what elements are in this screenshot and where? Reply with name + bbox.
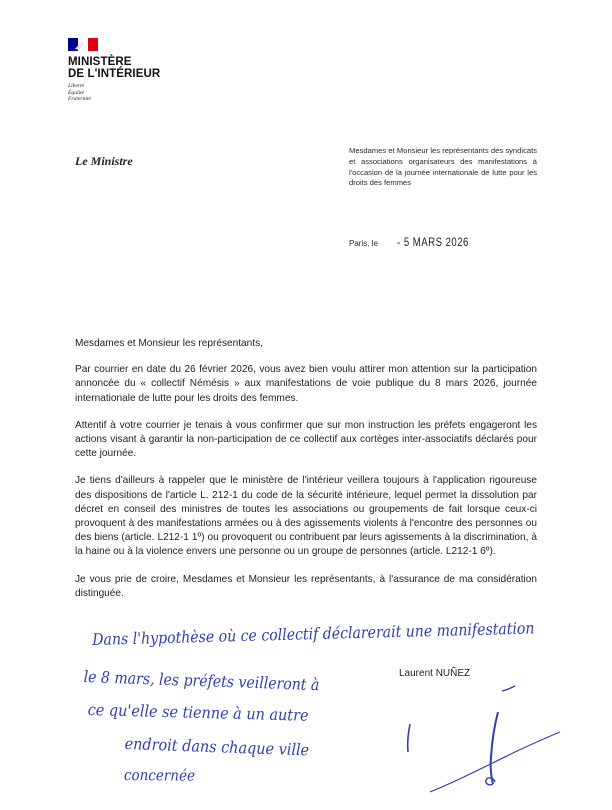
paragraph-1: Par courrier en date du 26 février 2026, vous avez bien voulu attirer mon attention sur la participation annoncée du « collectif Némésis » aux manifestations de voie publique du 8 mars 2026, journée internationale de lutte pour les droits des femmes. [75,364,537,404]
paragraph-3: Je tiens d'ailleurs à rappeler que le ministère de l'intérieur veillera toujours à l'application rigoureuse des dispositions de l'article L. 212-1 du code de la sécurité intérieure, lequel permet la dissolution par décret en conseil des ministres de toutes les associations ou groupements de fait lorsque ceux-ci provoquent à des manifestations armées ou à des agissements violents à l'encontre des personnes ou des biens (article. L212-1 1º) ou provoquent ou contribuent par leurs agissements à la discrimination, à la haine ou à la violence envers une personne ou un groupe de personnes (article. L212-1 6º). [75,475,537,558]
sender-label: Le Ministre [75,154,133,168]
ministry-line-1: MINISTÈRE [68,56,132,68]
letter-body [75,337,537,601]
motto-liberte: Liberté [68,83,85,89]
place-label: Paris, le [349,239,378,248]
ministry-name [68,56,160,80]
recipient-address: Mesdames et Monsieur les représentants des syndicats et associations organisateurs des manifestations à l'occasion de la journée internationale de lutte pour les droits des femmes [349,146,537,188]
handwritten-note-line-1: Dans l'hypothèse où ce collectif déclarerait une manifestation [92,618,535,649]
ministry-line-2: DE L'INTÉRIEUR [68,68,161,80]
motto-fraternite: Fraternité [68,96,91,102]
salutation: Mesdames et Monsieur les représentants, [75,338,263,349]
signatory-name: Laurent NUÑEZ [399,668,471,679]
handwritten-note-line-2: le 8 mars, les préfets veilleront à [83,667,320,695]
republic-motto [68,83,91,103]
republique-francaise-flag-icon [68,38,98,51]
motto-egalite: Égalité [68,89,85,96]
handwritten-note-line-4: endroit dans chaque ville [124,734,310,760]
handwritten-note-line-3: ce qu'elle se tienne à un autre [87,700,309,725]
handwritten-signature-icon [390,672,570,802]
closing-paragraph: Je vous prie de croire, Mesdames et Monsieur les représentants, à l'assurance de ma considération distinguée. [75,573,537,599]
paragraph-2: Attentif à votre courrier je tenais à vous confirmer que sur mon instruction les préfets engageront les actions visant à garantir la non-participation de ce collectif aux cortèges inter-associatifs déclarés pour cette journée. [75,419,537,460]
handwritten-note-line-5: concernée [123,766,196,785]
date-stamp: - 5 MARS 2026 [397,235,469,249]
